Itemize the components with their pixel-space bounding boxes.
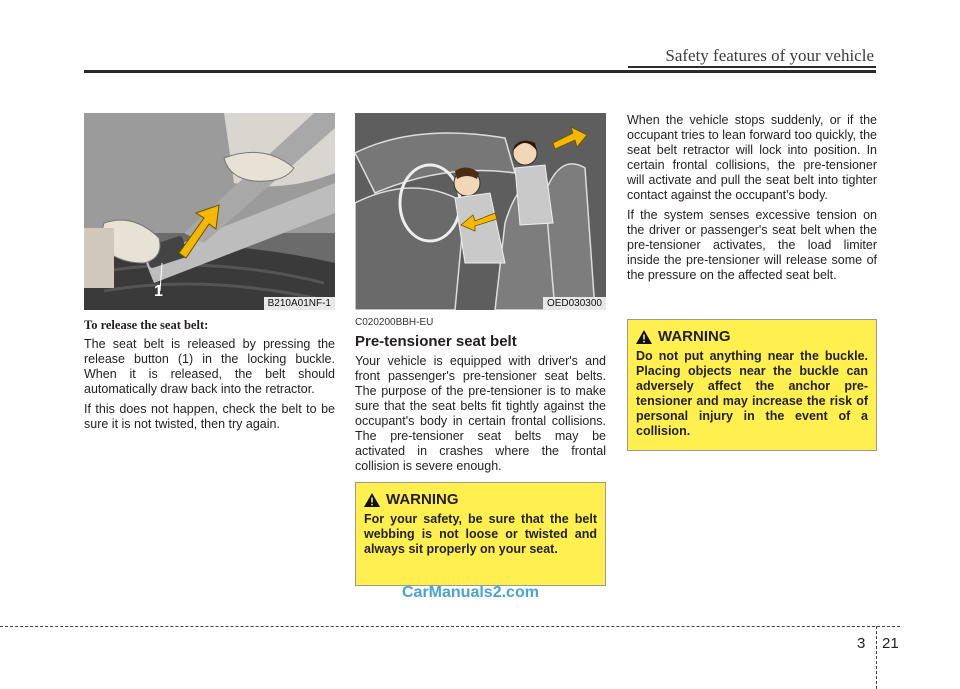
figure-seatbelt-release <box>84 113 335 310</box>
paragraph: If this does not happen, check the belt to be sure it is not twisted, then try again. <box>84 402 335 431</box>
column-release <box>84 318 335 437</box>
paragraph: The seat belt is released by pressing the release button (1) in the locking buckle. When it is released, the belt should automatically draw back into the retractor. <box>84 337 335 396</box>
warning-text: For your safety, be sure that the belt webbing is not loose or twisted and always sit properly on your seat. <box>364 512 597 556</box>
warning-header <box>636 328 868 345</box>
watermark-link[interactable]: CarManuals2.com <box>402 584 539 601</box>
page-number: 21 <box>882 635 899 652</box>
subheading-release: To release the seat belt: <box>84 318 209 332</box>
header-rule-accent <box>628 66 876 68</box>
warning-title: WARNING <box>386 491 459 508</box>
footer-rule <box>0 626 900 627</box>
pretensioner-illustration <box>355 113 606 310</box>
figure-code: OED030300 <box>543 297 606 310</box>
warning-text: Do not put anything near the buckle. Placing objects near the buckle can adversely affect the anchor pre-tensioner and may increase the risk of personal injury in the event of a collision. <box>636 349 868 438</box>
footer-divider <box>876 626 877 689</box>
column-pretensioner <box>355 315 606 479</box>
warning-header <box>364 491 597 508</box>
section-code: C020200BBH-EU <box>355 317 434 328</box>
paragraph: Your vehicle is equipped with driver's and front passenger's pre-tensioner seat belts. The purpose of the pre-tensioner is to make sure that the seat belts fit tightly against the occupant's body in certain frontal collisions. The pre-tensioner seat belts may be activated in crashes where the frontal collision is severe enough. <box>355 354 606 473</box>
warning-title: WARNING <box>658 328 731 345</box>
warning-box-buckle <box>627 319 877 451</box>
figure-code: B210A01NF-1 <box>264 297 335 310</box>
seatbelt-release-illustration <box>84 113 335 310</box>
header-rule <box>84 70 876 73</box>
chapter-number: 3 <box>857 635 866 652</box>
running-header: Safety features of your vehicle <box>665 46 874 65</box>
warning-triangle-icon <box>636 330 652 344</box>
paragraph: When the vehicle stops suddenly, or if the occupant tries to lean forward too quickly, the seat belt retractor will lock into position. In certain frontal collisions, the pre-tensioner will activate and pull the seat belt into tighter contact against the occupant's body. <box>627 113 877 202</box>
warning-triangle-icon <box>364 493 380 507</box>
figure-pretensioner <box>355 113 606 310</box>
section-title: Pre-tensioner seat belt <box>355 333 517 350</box>
column-retractor <box>627 113 877 288</box>
paragraph: If the system senses excessive tension on the driver or passenger's seat belt when the pre-tensioner activates, the load limiter inside the pre-tensioner will release some of the pressure on the affected seat belt. <box>627 208 877 282</box>
warning-box-belt <box>355 482 606 586</box>
callout-number: 1 <box>154 283 163 300</box>
